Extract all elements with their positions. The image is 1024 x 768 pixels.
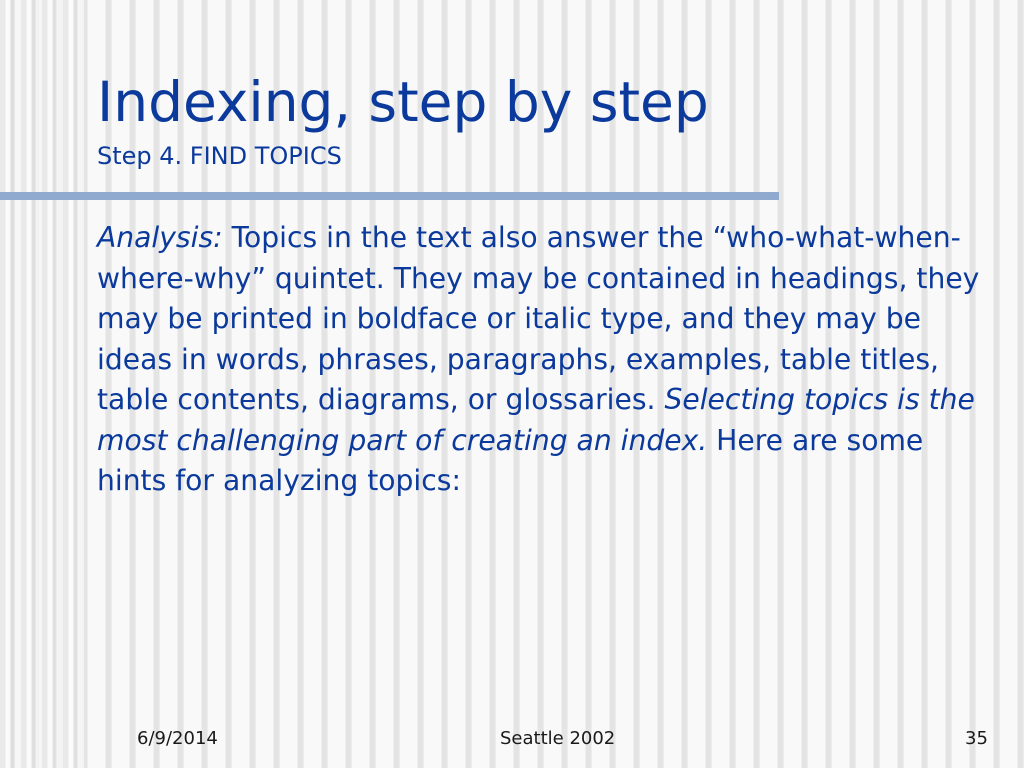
analysis-label: Analysis: <box>97 221 223 254</box>
body-text-part-1: Topics in the text also answer the “who-what-when-where-why” quintet. They may be contained in headings, they may be printed in boldface or italic type, and they may be ideas in words, phrases, paragraphs, examples, table titles, table contents, diagrams, or glossaries. <box>97 221 980 416</box>
slide-body <box>97 218 997 502</box>
footer-date: 6/9/2014 <box>137 728 218 749</box>
slide-subtitle: Step 4. FIND TOPICS <box>97 142 342 170</box>
body-text-part-2: Here are some hints for analyzing topics: <box>97 423 924 497</box>
emphasis-text: Selecting topics is the most challenging part of creating an index. <box>97 383 975 457</box>
slide-number: 35 <box>965 728 988 749</box>
title-divider <box>0 192 779 200</box>
slide-title: Indexing, step by step <box>97 70 709 134</box>
footer-center-text: Seattle 2002 <box>500 728 616 749</box>
decorative-stripes <box>0 0 84 768</box>
